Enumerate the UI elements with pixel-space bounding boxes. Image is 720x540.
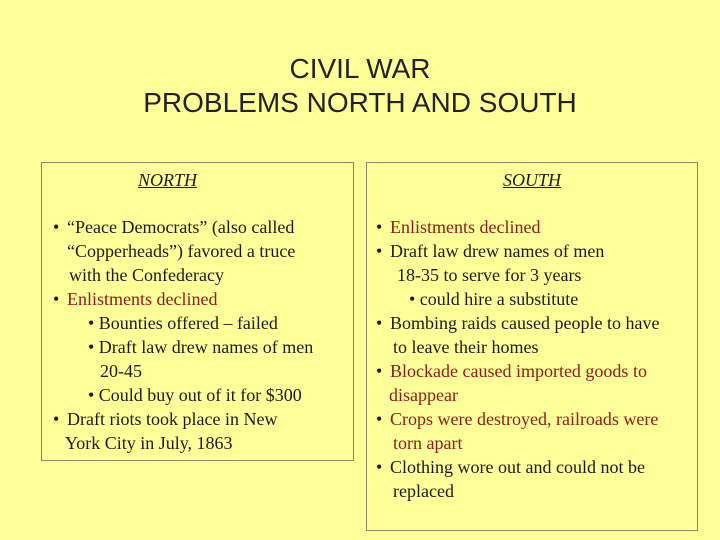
list-line-text: “Peace Democrats” (also called bbox=[67, 217, 295, 237]
list-line-text: “Copperheads”) favored a truce bbox=[67, 241, 296, 261]
north-heading: NORTH bbox=[137, 170, 197, 190]
south-list-line bbox=[367, 239, 697, 263]
south-list-line bbox=[367, 215, 697, 239]
south-panel bbox=[366, 162, 698, 531]
list-line-text: with the Confederacy bbox=[69, 265, 224, 285]
list-line-text: 18-35 to serve for 3 years bbox=[397, 265, 582, 285]
south-list-line bbox=[367, 455, 697, 479]
bullet-marker: • bbox=[376, 457, 383, 477]
slide-title bbox=[0, 52, 720, 120]
north-list-line bbox=[42, 263, 353, 287]
list-line-text: to leave their homes bbox=[393, 337, 539, 357]
list-line-text: York City in July, 1863 bbox=[65, 433, 233, 453]
bullet-marker: • bbox=[53, 289, 60, 309]
list-line-text: Bombing raids caused people to have bbox=[390, 313, 660, 333]
list-line-text: Clothing wore out and could not be bbox=[390, 457, 645, 477]
list-line-text: Blockade caused imported goods to bbox=[390, 361, 647, 381]
south-list-line bbox=[367, 311, 697, 335]
list-line-text: • Bounties offered – failed bbox=[88, 313, 278, 333]
list-line-text: Enlistments declined bbox=[67, 289, 218, 309]
bullet-marker: • bbox=[53, 217, 60, 237]
north-list bbox=[42, 215, 353, 455]
south-list-line bbox=[367, 479, 697, 503]
south-list-line bbox=[367, 407, 697, 431]
south-list-line bbox=[367, 263, 697, 287]
south-list-line bbox=[367, 335, 697, 359]
north-panel bbox=[41, 162, 354, 461]
south-list bbox=[367, 215, 697, 503]
south-list-line bbox=[367, 287, 697, 311]
bullet-marker: • bbox=[376, 313, 383, 333]
bullet-marker: • bbox=[376, 361, 383, 381]
north-list-line bbox=[42, 431, 353, 455]
north-list-line bbox=[42, 287, 353, 311]
list-line-text: 20-45 bbox=[100, 361, 142, 381]
bullet-marker: • bbox=[376, 217, 383, 237]
list-line-text: • could hire a substitute bbox=[409, 289, 579, 309]
south-list-line bbox=[367, 359, 697, 383]
bullet-marker: • bbox=[376, 409, 383, 429]
north-list-line bbox=[42, 311, 353, 335]
list-line-text: Draft riots took place in New bbox=[67, 409, 278, 429]
north-list-line bbox=[42, 407, 353, 431]
title-line-1: CIVIL WAR bbox=[289, 53, 431, 84]
list-line-text: • Draft law drew names of men bbox=[88, 337, 314, 357]
north-list-line bbox=[42, 335, 353, 359]
bullet-marker: • bbox=[376, 241, 383, 261]
north-list-line bbox=[42, 359, 353, 383]
north-list-line bbox=[42, 383, 353, 407]
south-list-line bbox=[367, 383, 697, 407]
north-list-line bbox=[42, 239, 353, 263]
list-line-text: replaced bbox=[393, 481, 454, 501]
list-line-text: • Could buy out of it for $300 bbox=[88, 385, 302, 405]
south-list-line bbox=[367, 431, 697, 455]
list-line-text: torn apart bbox=[393, 433, 463, 453]
list-line-text: Crops were destroyed, railroads were bbox=[390, 409, 659, 429]
bullet-marker: • bbox=[53, 409, 60, 429]
list-line-text: Enlistments declined bbox=[390, 217, 541, 237]
south-heading: SOUTH bbox=[502, 170, 561, 190]
list-line-text: Draft law drew names of men bbox=[390, 241, 605, 261]
list-line-text: disappear bbox=[389, 385, 458, 405]
title-line-2: PROBLEMS NORTH AND SOUTH bbox=[143, 87, 577, 118]
north-list-line bbox=[42, 215, 353, 239]
